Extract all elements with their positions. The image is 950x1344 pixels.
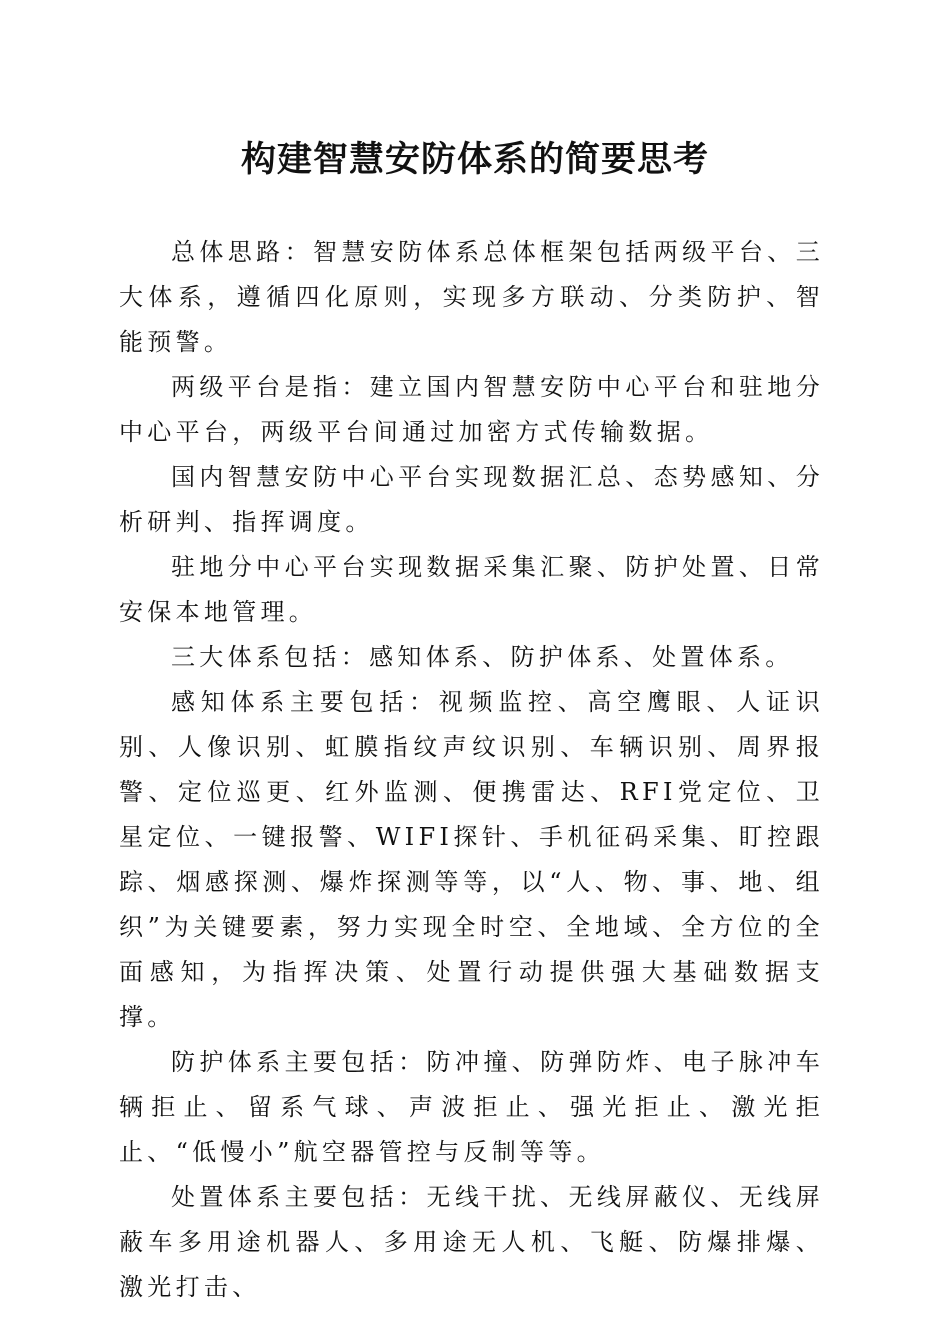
paragraph-central-platform: 国内智慧安防中心平台实现数据汇总、态势感知、分析研判、指挥调度。 bbox=[119, 463, 824, 536]
paragraph-sub-center-platform: 驻地分中心平台实现数据采集汇聚、防护处置、日常安保本地管理。 bbox=[119, 553, 824, 626]
document-title: 构建智慧安防体系的简要思考 bbox=[240, 139, 709, 180]
paragraph-perception-system: 感知体系主要包括：视频监控、高空鹰眼、人证识别、人像识别、虹膜指纹声纹识别、车辆识别、周界报警、定位巡更、红外监测、便携雷达、RFI党定位、卫星定位、一键报警、WIFI探针、手机征码采集、盯控跟踪、烟感探测、爆炸探测等等，以“人、物、事、地、组织”为关键要素，努力实现全时空、全地域、全方位的全面感知，为指挥决策、处置行动提供强大基础数据支撑。 bbox=[119, 688, 824, 1031]
paragraph-disposal-system: 处置体系主要包括：无线干扰、无线屏蔽仪、无线屏蔽车多用途机器人、多用途无人机、飞艇、防爆排爆、激光打击、 bbox=[119, 1183, 824, 1301]
document-body bbox=[119, 230, 824, 1310]
paragraph-overall-approach: 总体思路：智慧安防体系总体框架包括两级平台、三大体系，遵循四化原则，实现多方联动、分类防护、智能预警。 bbox=[119, 238, 824, 356]
paragraph-protection-system: 防护体系主要包括：防冲撞、防弹防炸、电子脉冲车辆拒止、留系气球、声波拒止、强光拒止、激光拒止、“低慢小”航空器管控与反制等等。 bbox=[119, 1048, 824, 1166]
paragraph-two-level-platforms: 两级平台是指：建立国内智慧安防中心平台和驻地分中心平台，两级平台间通过加密方式传输数据。 bbox=[119, 373, 824, 446]
paragraph-three-systems: 三大体系包括：感知体系、防护体系、处置体系。 bbox=[171, 643, 794, 671]
